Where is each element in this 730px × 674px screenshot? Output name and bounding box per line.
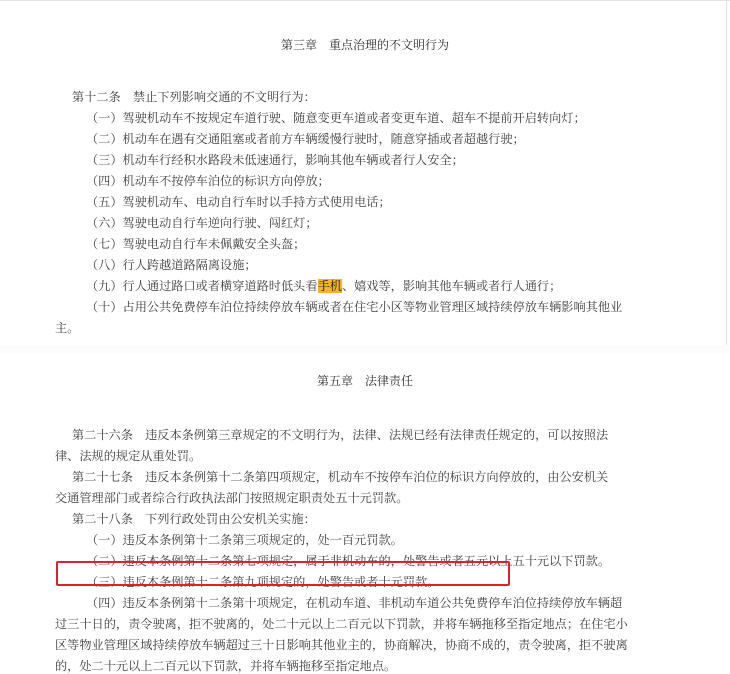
item9-text-after: 、嬉戏等，影响其他车辆或者行人通行； <box>341 279 562 293</box>
article27-line-1: 第二十七条 违反本条例第十二条第四项规定，机动车不按停车泊位的标识方向停放的，由公安机关 <box>72 470 609 484</box>
article28-item-1: （一）违反本条例第十二条第三项规定的，处一百元罚款。 <box>86 533 403 547</box>
article28-item-4-line-2: 过三十日的，责令驶离，拒不驶离的，处二十元以上二百元以下罚款，并将车辆拖移至指定地点；在住宅小 <box>55 617 628 631</box>
article28-item-3: （三）违反本条例第十二条第九项规定的，处警告或者十元罚款。 <box>86 575 440 589</box>
article27-line-2: 交通管理部门或者综合行政执法部门按照规定职责处五十元罚款。 <box>55 491 409 505</box>
article12-item-9 <box>86 278 561 294</box>
search-highlight: 手机 <box>317 279 342 293</box>
annotation-box <box>56 561 510 586</box>
article28-item-4-line-4: 的，处二十元以上二百元以下罚款，并将车辆拖移至指定地点。 <box>55 659 397 673</box>
chapter5-title: 第五章 法律责任 <box>316 374 413 388</box>
article12-item-10-cont: 主。 <box>55 321 80 335</box>
article12-item-7: （七）驾驶电动自行车未佩戴安全头盔； <box>86 237 306 251</box>
article12-item-10: （十）占用公共免费停车泊位持续停放车辆或者在住宅小区等物业管理区域持续停放车辆影响其他业 <box>86 300 623 314</box>
article26-line-2: 律、法规的规定从重处罚。 <box>55 449 202 463</box>
article12-item-1: （一）驾驶机动车不按规定车道行驶、随意变更车道或者变更车道、超车不提前开启转向灯； <box>86 111 586 125</box>
item9-text-before: （九）行人通过路口或者横穿道路时低头看 <box>86 279 318 293</box>
article12-item-4: （四）机动车不按停车泊位的标识方向停放； <box>86 174 330 188</box>
article26-line-1: 第二十六条 违反本条例第三章规定的不文明行为，法律、法规已经有法律责任规定的，可以按照法 <box>72 428 609 442</box>
article28-item-4-line-1: （四）违反本条例第十二条第十项规定，在机动车道、非机动车道公共免费停车泊位持续停放车辆超 <box>86 596 623 610</box>
chapter3-title: 第三章 重点治理的不文明行为 <box>280 38 449 52</box>
article12-item-6: （六）驾驶电动自行车逆向行驶、闯红灯； <box>86 216 318 230</box>
top-border <box>0 0 730 9</box>
article12-item-5: （五）驾驶机动车、电动自行车时以手持方式使用电话； <box>86 195 391 209</box>
article28-heading: 第二十八条 下列行政处罚由公安机关实施： <box>72 512 316 526</box>
article28-item-4-line-3: 区等物业管理区域持续停放车辆超过三十日影响其他业主的，协商解决，协商不成的，责令驶离，拒不驶离 <box>55 638 628 652</box>
article28-item-2: （二）违反本条例第十二条第七项规定，属于非机动车的，处警告或者五元以上五十元以下罚款。 <box>86 554 611 568</box>
page-separator <box>0 345 730 353</box>
article12-item-8: （八）行人跨越道路隔离设施； <box>86 258 257 272</box>
article12-item-2: （二）机动车在遇有交通阻塞或者前方车辆缓慢行驶时，随意穿插或者超越行驶； <box>86 132 525 146</box>
article12-heading: 第十二条 禁止下列影响交通的不文明行为： <box>72 90 316 104</box>
article12-item-3: （三）机动车行经积水路段未低速通行，影响其他车辆或者行人安全； <box>86 153 464 167</box>
